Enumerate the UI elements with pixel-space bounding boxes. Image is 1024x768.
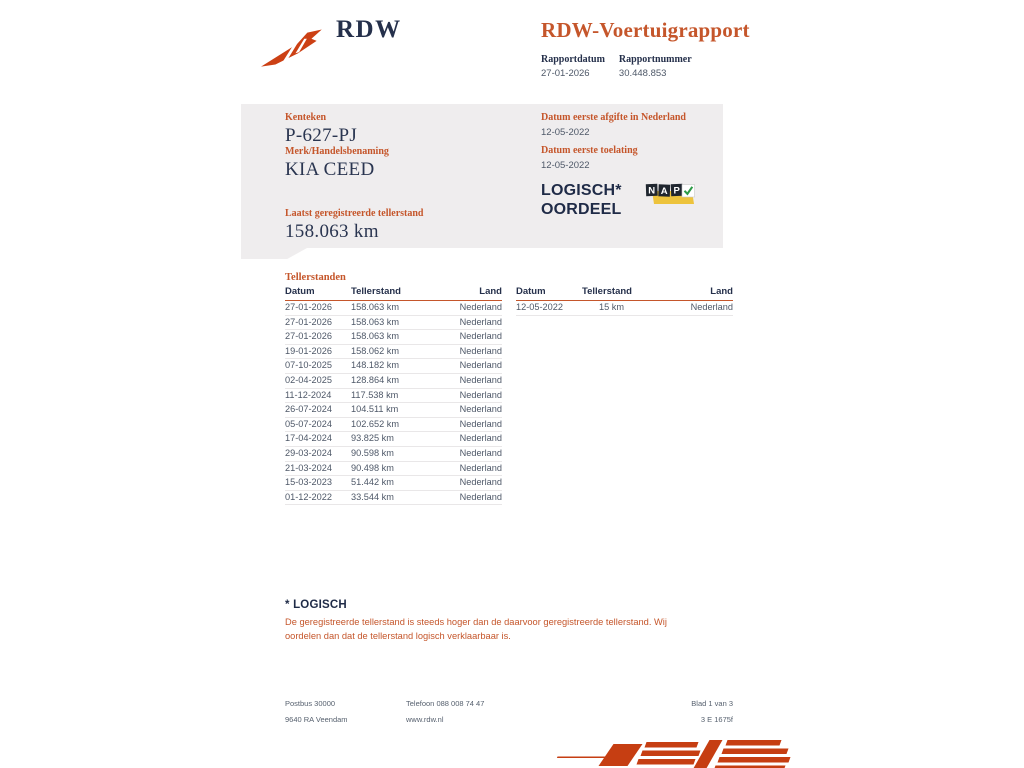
footer-website: www.rdw.nl xyxy=(406,714,444,724)
rdw-logo-text: RDW xyxy=(336,16,402,43)
table-rows xyxy=(516,301,733,316)
tellerstanden-tables xyxy=(285,286,733,505)
card-tail-decoration xyxy=(241,248,307,259)
table-row xyxy=(285,476,502,491)
cell-land: Nederland xyxy=(459,477,502,488)
cell-land: Nederland xyxy=(459,418,502,429)
col-tellerstand: Tellerstand xyxy=(582,286,632,297)
page-footer xyxy=(285,699,733,730)
table-header xyxy=(516,286,733,301)
cell-tellerstand: 158.063 km xyxy=(351,316,400,327)
kenteken-value: P-627-PJ xyxy=(285,125,358,146)
vehicle-summary-card xyxy=(241,104,723,248)
cell-tellerstand: 158.063 km xyxy=(351,302,400,312)
tellerstanden-heading: Tellerstanden xyxy=(285,272,346,283)
col-land: Land xyxy=(710,286,733,297)
kenteken-label: Kenteken xyxy=(285,112,327,123)
logisch-footnote-text: De geregistreerde tellerstand is steeds hoger dan de daarvoor geregistreerde tellerstand. Wij oordelen dan dat de tellerstand logisch verklaarbaar is. xyxy=(285,617,667,641)
logisch-footnote-heading: * LOGISCH xyxy=(285,599,347,611)
footer-address-line1: Postbus 30000 xyxy=(285,699,336,708)
table-row xyxy=(285,418,502,433)
cell-tellerstand: 102.652 km xyxy=(351,418,400,429)
table-row xyxy=(285,432,502,447)
cell-tellerstand: 51.442 km xyxy=(351,477,394,488)
cell-datum: 27-01-2026 xyxy=(285,331,332,342)
table-row xyxy=(285,301,502,316)
cell-tellerstand: 148.182 km xyxy=(351,360,400,371)
cell-datum: 19-01-2026 xyxy=(285,345,332,356)
col-datum: Datum xyxy=(285,286,315,297)
page-title: RDW-Voertuigrapport xyxy=(541,18,750,42)
oordeel-text xyxy=(541,181,622,219)
footer-address-line2: 9640 RA Veendam xyxy=(285,714,348,724)
table-row xyxy=(516,301,733,316)
col-land: Land xyxy=(479,286,502,297)
cell-tellerstand: 104.511 km xyxy=(351,404,399,415)
afgifte-value: 12-05-2022 xyxy=(541,127,590,138)
report-number-value: 30.448.853 xyxy=(618,68,667,79)
table-row xyxy=(285,330,502,345)
cell-datum: 27-01-2026 xyxy=(285,316,332,327)
cell-tellerstand: 90.598 km xyxy=(351,447,394,458)
cell-land: Nederland xyxy=(459,302,502,312)
table-row xyxy=(285,359,502,374)
merk-label: Merk/Handelsbenaming xyxy=(285,146,389,157)
laatste-tellerstand-label: Laatst geregistreerde tellerstand xyxy=(285,208,424,219)
table-rows xyxy=(285,301,502,505)
cell-land: Nederland xyxy=(459,345,502,356)
rdw-wing-logo-icon xyxy=(260,22,330,70)
svg-text:N: N xyxy=(648,185,656,197)
cell-datum: 12-05-2022 xyxy=(516,302,563,312)
svg-text:A: A xyxy=(660,185,668,197)
oordeel-line2: OORDEEL xyxy=(541,201,622,218)
table-row xyxy=(285,403,502,418)
cell-tellerstand: 117.538 km xyxy=(351,389,399,400)
cell-datum: 01-12-2022 xyxy=(285,491,332,502)
cell-land: Nederland xyxy=(459,433,502,444)
svg-text:P: P xyxy=(673,185,680,197)
nap-logo-icon xyxy=(645,182,697,210)
rdw-wing-logo-large-icon xyxy=(548,740,796,768)
cell-land: Nederland xyxy=(459,389,502,400)
cell-datum: 15-03-2023 xyxy=(285,477,332,488)
toelating-label: Datum eerste toelating xyxy=(541,145,638,156)
cell-datum: 21-03-2024 xyxy=(285,462,332,473)
cell-land: Nederland xyxy=(459,331,502,342)
report-date-label: Rapportdatum xyxy=(541,54,605,65)
table-row xyxy=(285,462,502,477)
cell-land: Nederland xyxy=(459,491,502,502)
table-row xyxy=(285,345,502,360)
cell-tellerstand: 128.864 km xyxy=(351,374,400,385)
cell-tellerstand: 158.063 km xyxy=(351,331,400,342)
table-row xyxy=(285,491,502,506)
cell-land: Nederland xyxy=(690,302,733,312)
table-row xyxy=(285,316,502,331)
cell-tellerstand: 158.062 km xyxy=(351,345,400,356)
oordeel-line1: LOGISCH* xyxy=(541,182,622,199)
cell-land: Nederland xyxy=(459,360,502,371)
footer-page-indicator: Blad 1 van 3 xyxy=(691,699,733,708)
table-header xyxy=(285,286,502,301)
toelating-value: 12-05-2022 xyxy=(541,160,590,171)
cell-land: Nederland xyxy=(459,404,502,415)
cell-tellerstand: 33.544 km xyxy=(351,491,394,502)
tellerstanden-table-left xyxy=(285,286,502,505)
col-tellerstand: Tellerstand xyxy=(351,286,401,297)
footer-phone: Telefoon 088 008 74 47 xyxy=(406,699,485,708)
cell-datum: 27-01-2026 xyxy=(285,302,332,312)
cell-datum: 17-04-2024 xyxy=(285,433,332,444)
tellerstanden-table-right xyxy=(516,286,733,505)
laatste-tellerstand-value: 158.063 km xyxy=(285,221,379,242)
cell-datum: 07-10-2025 xyxy=(285,360,332,371)
cell-datum: 05-07-2024 xyxy=(285,418,332,429)
table-row xyxy=(285,389,502,404)
cell-datum: 11-12-2024 xyxy=(285,389,332,400)
cell-tellerstand: 93.825 km xyxy=(351,433,394,444)
table-row xyxy=(285,374,502,389)
table-row xyxy=(285,447,502,462)
afgifte-label: Datum eerste afgifte in Nederland xyxy=(541,112,686,123)
cell-tellerstand: 15 km xyxy=(598,302,624,312)
cell-land: Nederland xyxy=(459,374,502,385)
cell-datum: 29-03-2024 xyxy=(285,447,332,458)
cell-tellerstand: 90.498 km xyxy=(351,462,394,473)
report-date-value: 27-01-2026 xyxy=(541,68,590,79)
col-datum: Datum xyxy=(516,286,546,297)
footer-doc-code: 3 E 1675f xyxy=(700,714,733,724)
report-number-label: Rapportnummer xyxy=(618,54,692,65)
cell-datum: 02-04-2025 xyxy=(285,374,332,385)
cell-land: Nederland xyxy=(459,447,502,458)
merk-value: KIA CEED xyxy=(285,159,375,180)
report-meta xyxy=(541,54,692,79)
cell-land: Nederland xyxy=(459,462,502,473)
cell-land: Nederland xyxy=(459,316,502,327)
cell-datum: 26-07-2024 xyxy=(285,404,332,415)
